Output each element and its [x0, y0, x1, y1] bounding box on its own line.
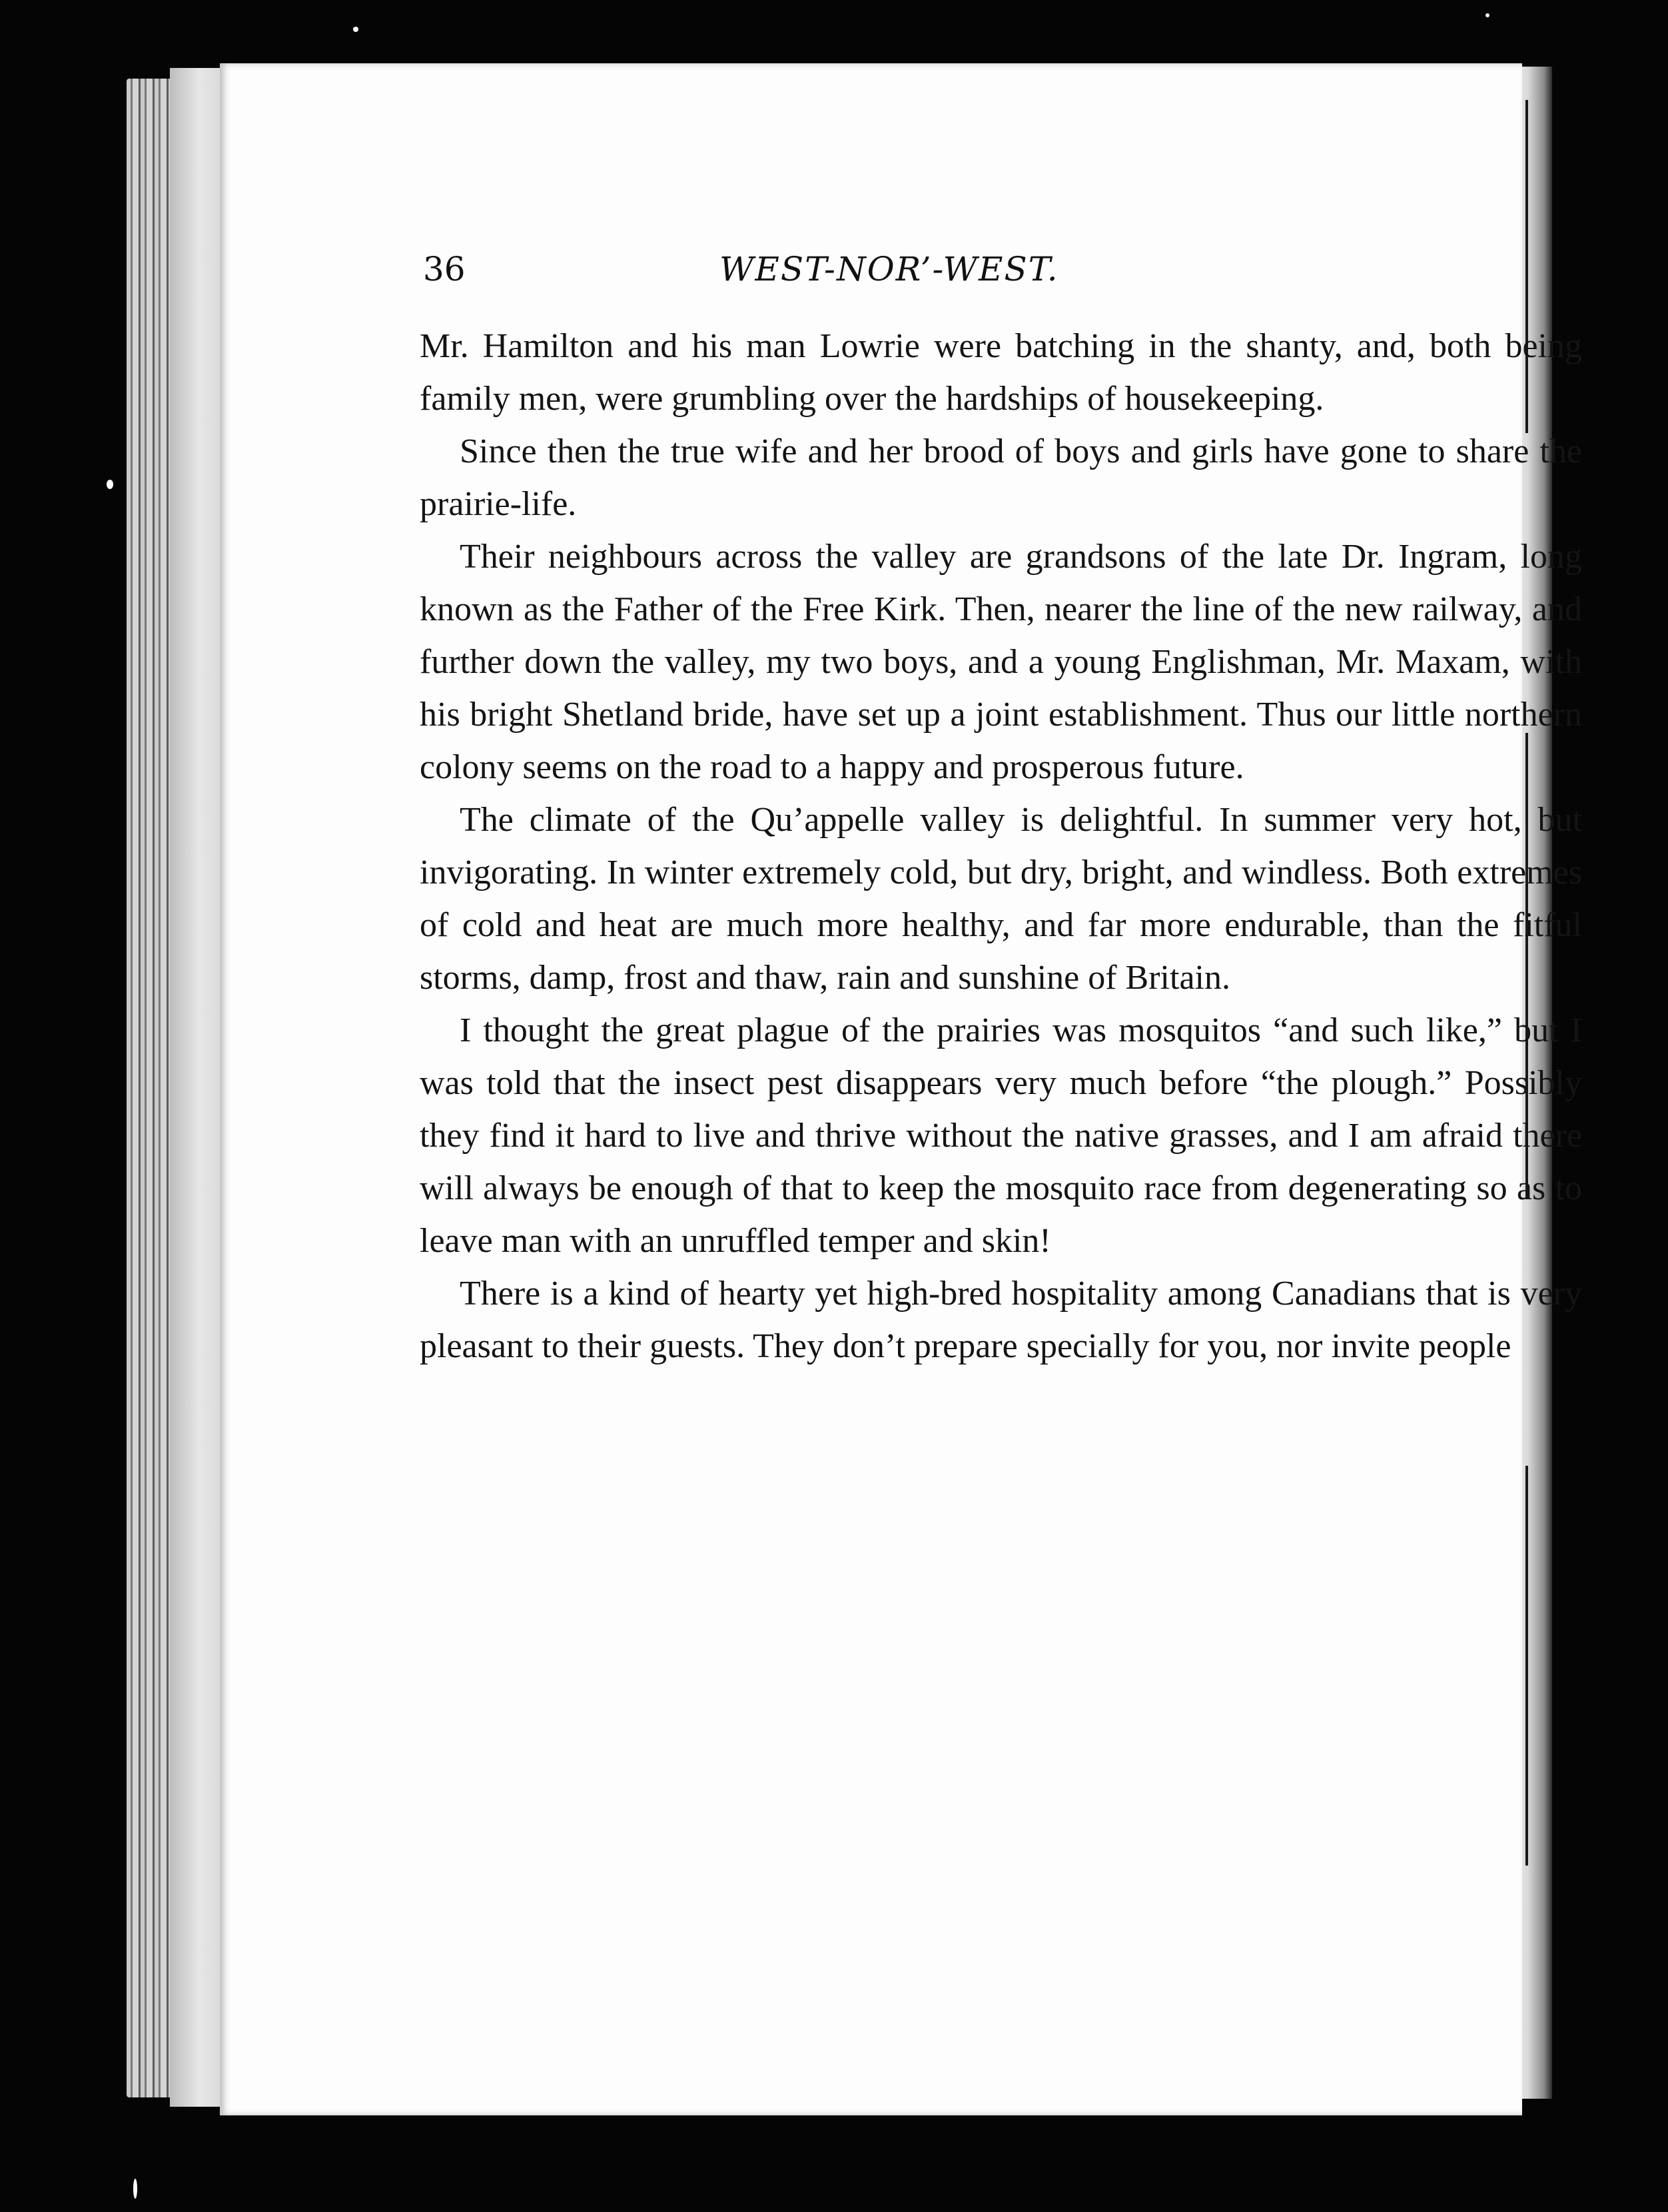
- paragraph: I thought the great plague of the prairies was mosquitos “and such like,” but I was told that the insect pest disappears very much before “the plough.” Possibly they find it hard to live and thrive without the native grasses, and I am afraid there will always be enough of that to keep the mosquito race from degenerating so as to leave man with an unruffled temper and skin!: [420, 1011, 1582, 1260]
- scan-speck: [1485, 13, 1489, 17]
- body-text: [420, 320, 1582, 1373]
- book-page: [220, 63, 1582, 2115]
- right-edge-shadow-line: [1525, 1466, 1528, 1866]
- scan-speck: [353, 27, 358, 32]
- paragraph: The climate of the Qu’appelle valley is delightful. In summer very hot, but invigorating. In winter extremely cold, but dry, bright, and windless. Both extremes of cold and heat are much more healthy, and far more endurable, than the fitful storms, damp, frost and thaw, rain and sunshine of Britain.: [420, 801, 1582, 997]
- page-number: 36: [423, 250, 466, 288]
- scan-speck: [133, 2179, 137, 2199]
- scan-speck: [107, 480, 113, 489]
- running-title: WEST-NOR’-WEST.: [719, 250, 1059, 288]
- paragraph: Their neighbours across the valley are grandsons of the late Dr. Ingram, long known as the Father of the Free Kirk. Then, nearer the line of the new railway, and further down the valley, my two boys, and a young Englishman, Mr. Maxam, with his bright Shetland bride, have set up a joint establishment. Thus our little northern colony seems on the road to a happy and prosperous future.: [420, 538, 1582, 786]
- paragraph: There is a kind of hearty yet high-bred hospitality among Canadians that is very pleasant to their guests. They don’t prepare specially for you, nor invite people: [420, 1275, 1582, 1365]
- paragraph: Mr. Hamilton and his man Lowrie were batching in the shanty, and, both being family men, were grumbling over the hardships of housekeeping.: [420, 327, 1582, 418]
- page-header: [220, 243, 1522, 303]
- paragraph: Since then the true wife and her brood of boys and girls have gone to share the prairie-life.: [420, 432, 1582, 523]
